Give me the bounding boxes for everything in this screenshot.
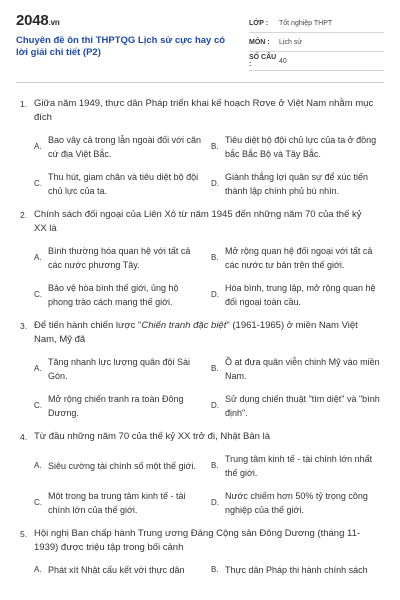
option-text: Tăng nhanh lực lượng quân đội Sài Gòn. [48, 357, 191, 381]
option-letter: A. [34, 565, 42, 574]
question-4 [16, 430, 384, 517]
option-b[interactable] [211, 355, 384, 383]
document-meta [249, 14, 384, 74]
question-text: Giữa năm 1949, thực dân Pháp triển khai kế hoạch Rơve ở Việt Nam nhằm mục đích [34, 98, 374, 123]
option-text: Phát xít Nhật cấu kết với thực dân [48, 565, 185, 575]
option-letter: C. [34, 179, 42, 188]
site-logo[interactable] [16, 12, 236, 29]
option-text: Sử dụng chiến thuật "tìm diệt" và "bình định". [225, 394, 380, 418]
option-c[interactable] [34, 170, 207, 198]
meta-value: 40 [279, 57, 287, 65]
option-letter: B. [211, 364, 219, 373]
option-a[interactable] [34, 563, 207, 577]
option-text: Siêu cường tài chính số một thế giới. [48, 461, 196, 471]
option-text: Ồ ạt đưa quân viễn chinh Mỹ vào miền Nam. [225, 357, 380, 381]
option-letter: B. [211, 461, 219, 470]
question-text: Chính sách đối ngoại của Liên Xô từ năm 1945 đến những năm 70 của thế kỷ XX là [34, 209, 362, 234]
option-letter: D. [211, 290, 219, 299]
option-text: Trung tâm kinh tế - tài chính lớn nhất thế giới. [225, 454, 373, 478]
question-number: 4. [20, 432, 28, 442]
option-text: Một trong ba trung tâm kinh tế - tài chính lớn của thế giới. [48, 491, 186, 515]
option-letter: C. [34, 498, 42, 507]
option-a[interactable] [34, 244, 207, 272]
option-c[interactable] [34, 489, 207, 517]
option-text: Bình thường hóa quan hệ với tất cả các nước phương Tây. [48, 246, 191, 270]
option-letter: B. [211, 253, 219, 262]
question-number: 3. [20, 321, 28, 331]
question-text [34, 319, 384, 347]
document-header [16, 12, 384, 74]
question-text: Hội nghị Ban chấp hành Trung ương Đảng Cộng sản Đông Dương (tháng 11-1939) được triệu tập trong bối cảnh [34, 528, 361, 553]
option-d[interactable] [211, 489, 384, 517]
option-text: Bao vây cả trong lẫn ngoài đối với căn cứ địa Việt Bắc. [48, 135, 201, 159]
option-text: Nước chiếm hơn 50% tỷ trọng công nghiệp của thế giới. [225, 491, 368, 515]
answer-options [16, 133, 384, 198]
meta-row-count [249, 52, 384, 71]
document-title: Chuyên đề ôn thi THPTQG Lịch sử cực hay có lời giải chi tiết (P2) [16, 35, 226, 58]
option-d[interactable] [211, 170, 384, 198]
option-text: Giành thắng lợi quân sự để xúc tiến thành lập chính phủ bù nhìn. [225, 172, 369, 196]
question-3 [16, 319, 384, 420]
option-text: Bảo vệ hòa bình thế giới, ủng hộ phong trào cách mạng thế giới. [48, 283, 179, 307]
option-text: Mở rộng chiến tranh ra toàn Đông Dương. [48, 394, 184, 418]
question-number: 2. [20, 210, 28, 220]
logo-main: 2048 [16, 12, 49, 29]
header-divider [16, 82, 384, 83]
question-stem [16, 430, 384, 444]
option-b[interactable] [211, 452, 384, 480]
option-letter: A. [34, 364, 42, 373]
question-stem [16, 527, 384, 555]
answer-options [16, 244, 384, 309]
question-text: Từ đầu những năm 70 của thế kỷ XX trở đi, Nhật Bản là [34, 431, 270, 442]
option-letter: B. [211, 142, 219, 151]
question-5 [16, 527, 384, 577]
option-d[interactable] [211, 392, 384, 420]
meta-row-subject [249, 33, 384, 52]
logo-suffix: .vn [48, 18, 60, 27]
question-number: 1. [20, 99, 28, 109]
option-letter: B. [211, 565, 219, 574]
option-text: Tiêu diệt bộ đội chủ lực của ta ở đồng bắc Bắc Bộ và Tây Bắc. [225, 135, 377, 159]
option-a[interactable] [34, 355, 207, 383]
question-stem [16, 97, 384, 125]
answer-options [16, 563, 384, 577]
question-1 [16, 97, 384, 198]
option-letter: D. [211, 179, 219, 188]
option-b[interactable] [211, 563, 384, 577]
option-text: Thực dân Pháp thi hành chính sách [225, 565, 368, 575]
question-stem [16, 319, 384, 347]
option-letter: A. [34, 142, 42, 151]
answer-options [16, 355, 384, 420]
stem-prefix: Để tiến hành chiến lược " [34, 320, 142, 331]
meta-row-class [249, 14, 384, 33]
option-c[interactable] [34, 281, 207, 309]
question-number: 5. [20, 529, 28, 539]
option-d[interactable] [211, 281, 384, 309]
option-letter: D. [211, 498, 219, 507]
option-c[interactable] [34, 392, 207, 420]
option-text: Hòa bình, trung lập, mở rộng quan hệ đối ngoại toàn cầu. [225, 283, 376, 307]
option-b[interactable] [211, 133, 384, 161]
option-text: Mở rộng quan hệ đối ngoại với tất cả các nước tư bản trên thế giới. [225, 246, 373, 270]
option-letter: C. [34, 290, 42, 299]
stem-suffix: " (1961-1965) ở miền Nam Việt Nam, Mỹ đã [34, 320, 358, 345]
meta-value: Tốt nghiệp THPT [279, 19, 333, 27]
option-b[interactable] [211, 244, 384, 272]
option-text: Thu hút, giam chân và tiêu diệt bộ đội chủ lực của ta. [48, 172, 199, 196]
option-letter: A. [34, 461, 42, 470]
option-letter: A. [34, 253, 42, 262]
question-stem [16, 208, 384, 236]
meta-label: SỐ CÂU : [249, 54, 277, 68]
stem-italic: Chiến tranh đặc biệt [141, 320, 227, 331]
meta-label: MÔN : [249, 38, 270, 46]
question-list [16, 97, 384, 577]
header-left [16, 12, 236, 74]
option-a[interactable] [34, 452, 207, 480]
option-letter: C. [34, 401, 42, 410]
answer-options [16, 452, 384, 517]
meta-value: Lịch sử [279, 38, 302, 46]
option-a[interactable] [34, 133, 207, 161]
meta-label: LỚP : [249, 19, 269, 27]
option-letter: D. [211, 401, 219, 410]
question-2 [16, 208, 384, 309]
